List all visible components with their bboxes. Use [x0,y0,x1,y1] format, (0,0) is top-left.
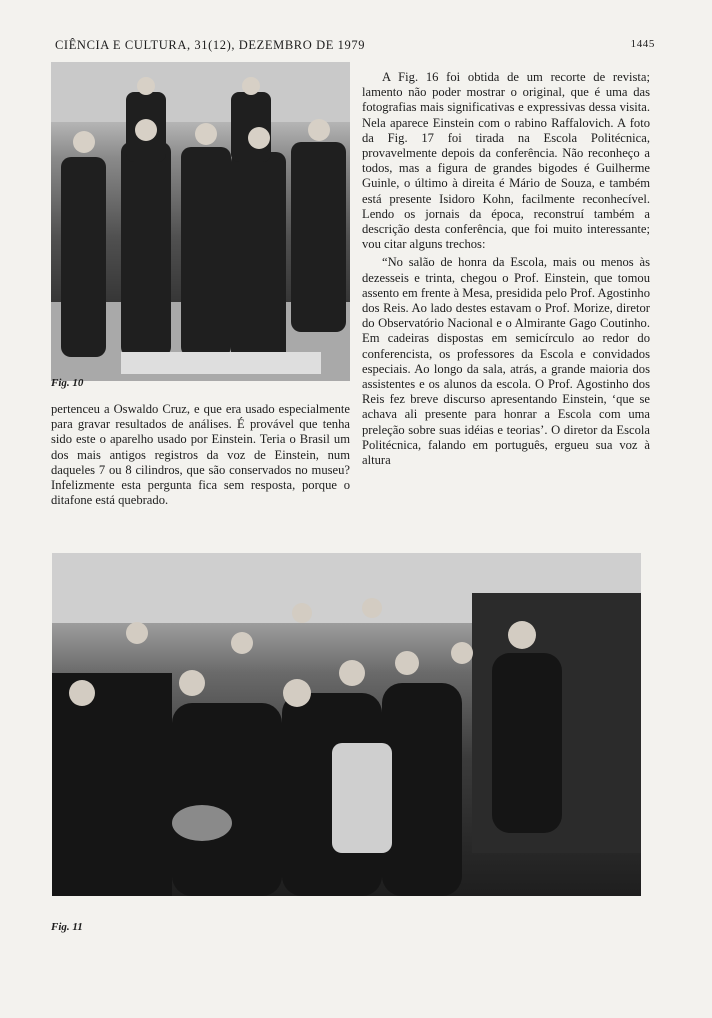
left-column [51,402,350,508]
right-column [362,70,650,468]
right-paragraph-2: “No salão de honra da Escola, mais ou menos às dezesseis e trinta, chegou o Prof. Einstein, que tomou assento em frente à Mesa, presidida pelo Prof. Agostinho dos Reis. Ao lado destes estavam o Prof. Morize, diretor do Observatório Nacional e o Almirante Gago Coutinho. Em cadeiras dispostas em semicírculo ao redor do conferencista, os professores da Escola e convidados especiais. Ao longo da sala, atrás, a grande maioria dos assistentes e os alunos da escola. O Prof. Agostinho dos Reis fez breve discurso apresentando Einstein, ‘que se achava ali presente para honrar a Escola com uma preleção sobre suas idéias e teorias’. O diretor da Escola Politécnica, falando em português, ergueu sua voz à altura [362,255,650,468]
journal-citation: CIÊNCIA E CULTURA, 31(12), DEZEMBRO DE 1979 [55,38,366,52]
figure-11-label: Fig. 11 [51,921,83,933]
running-header [55,38,655,58]
figure-10-photo-art [51,62,350,381]
right-paragraph-1: A Fig. 16 foi obtida de um recorte de revista; lamento não poder mostrar o original, que é uma das fotografias mais significativas e expressivas dessa visita. Nela aparece Einstein com o rabino Raffalovich. A foto da Fig. 17 foi tirada na Escola Politécnica, provavelmente depois da conferência. Não reconheço a todos, mas a figura de grandes bigodes é Guilherme Guinle, o último à direita é Mário de Souza, e também está presente Isidoro Kohn, facilmente reconhecível. Lendo os jornais da época, reconstruí também a descrição desta conferência, que foi muito interessante; vou citar alguns trechos: [362,70,650,252]
figure-10-label: Fig. 10 [51,377,84,389]
left-paragraph-1: pertenceu a Oswaldo Cruz, e que era usado especialmente para gravar resultados de análises. É provável que tenha sido este o aparelho usado por Einstein. Teria o Brasil um dos mais antigos registros da voz de Einstein, num daqueles 7 ou 8 cilindros, que são conservados no museu? Infelizmente esta pergunta fica sem resposta, porque o ditafone está quebrado. [51,402,350,508]
figure-11-photo [52,553,641,896]
page-number: 1445 [630,38,655,50]
figure-10-photo [51,62,350,381]
figure-11-photo-art [52,553,641,896]
